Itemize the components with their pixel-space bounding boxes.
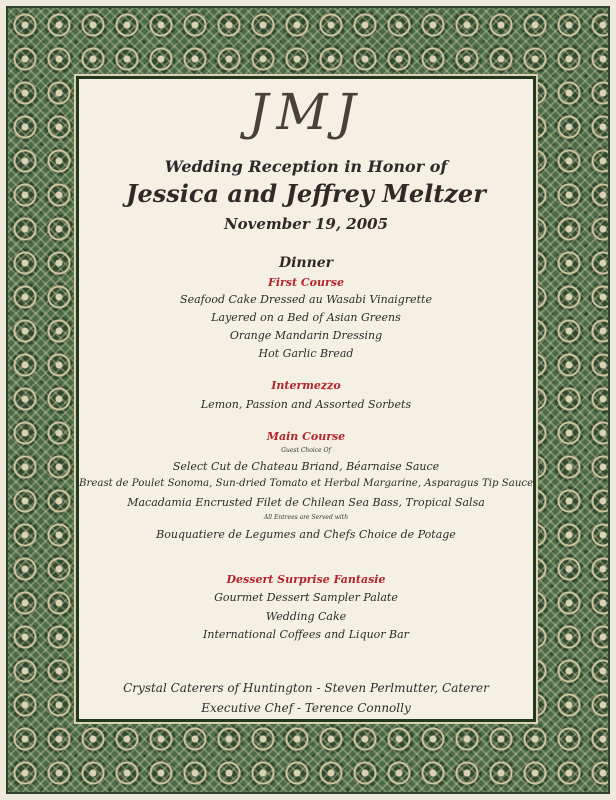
main-course-item: Macadamia Encrusted Filet de Chilean Sea Bass, Tropical Salsa	[127, 496, 485, 509]
event-date: November 19, 2005	[223, 215, 389, 233]
intermezzo-title: Intermezzo	[271, 379, 341, 392]
intermezzo-item: Lemon, Passion and Assorted Sorbets	[200, 398, 412, 411]
first-course-item: Hot Garlic Bread	[258, 347, 354, 360]
menu-panel	[76, 76, 536, 722]
reception-subtitle: Wedding Reception in Honor of	[164, 157, 448, 176]
caterer-credit: Crystal Caterers of Huntington - Steven Perlmutter, Caterer	[123, 681, 489, 695]
couple-names: Jessica and Jeffrey Meltzer	[126, 179, 486, 208]
monogram: JMJ	[248, 83, 364, 141]
first-course-item: Orange Mandarin Dressing	[229, 329, 383, 342]
dessert-title: Dessert Surprise Fantasie	[226, 573, 386, 586]
dessert-item: Wedding Cake	[265, 610, 347, 623]
main-course-item: Select Cut de Chateau Briand, Béarnaise Sauce	[172, 460, 440, 473]
entrees-served-note: All Entrees are Served with	[263, 514, 349, 521]
guest-choice-note: Guest Choice Of	[281, 447, 331, 454]
first-course-item: Seafood Cake Dressed au Wasabi Vinaigrette	[180, 293, 432, 306]
chef-credit: Executive Chef - Terence Connolly	[201, 701, 411, 715]
main-course-title: Main Course	[266, 430, 346, 443]
main-course-item: Breast de Poulet Sonoma, Sun-dried Tomato et Herbal Margarine, Asparagus Tip Sauce	[79, 478, 534, 489]
first-course-title: First Course	[268, 276, 344, 289]
dessert-item: Gourmet Dessert Sampler Palate	[214, 591, 398, 604]
main-course-side: Bouquatiere de Legumes and Chefs Choice de Potage	[156, 528, 456, 541]
first-course-item: Layered on a Bed of Asian Greens	[211, 311, 401, 324]
dinner-title: Dinner	[278, 255, 334, 271]
dessert-item: International Coffees and Liquor Bar	[203, 628, 409, 641]
